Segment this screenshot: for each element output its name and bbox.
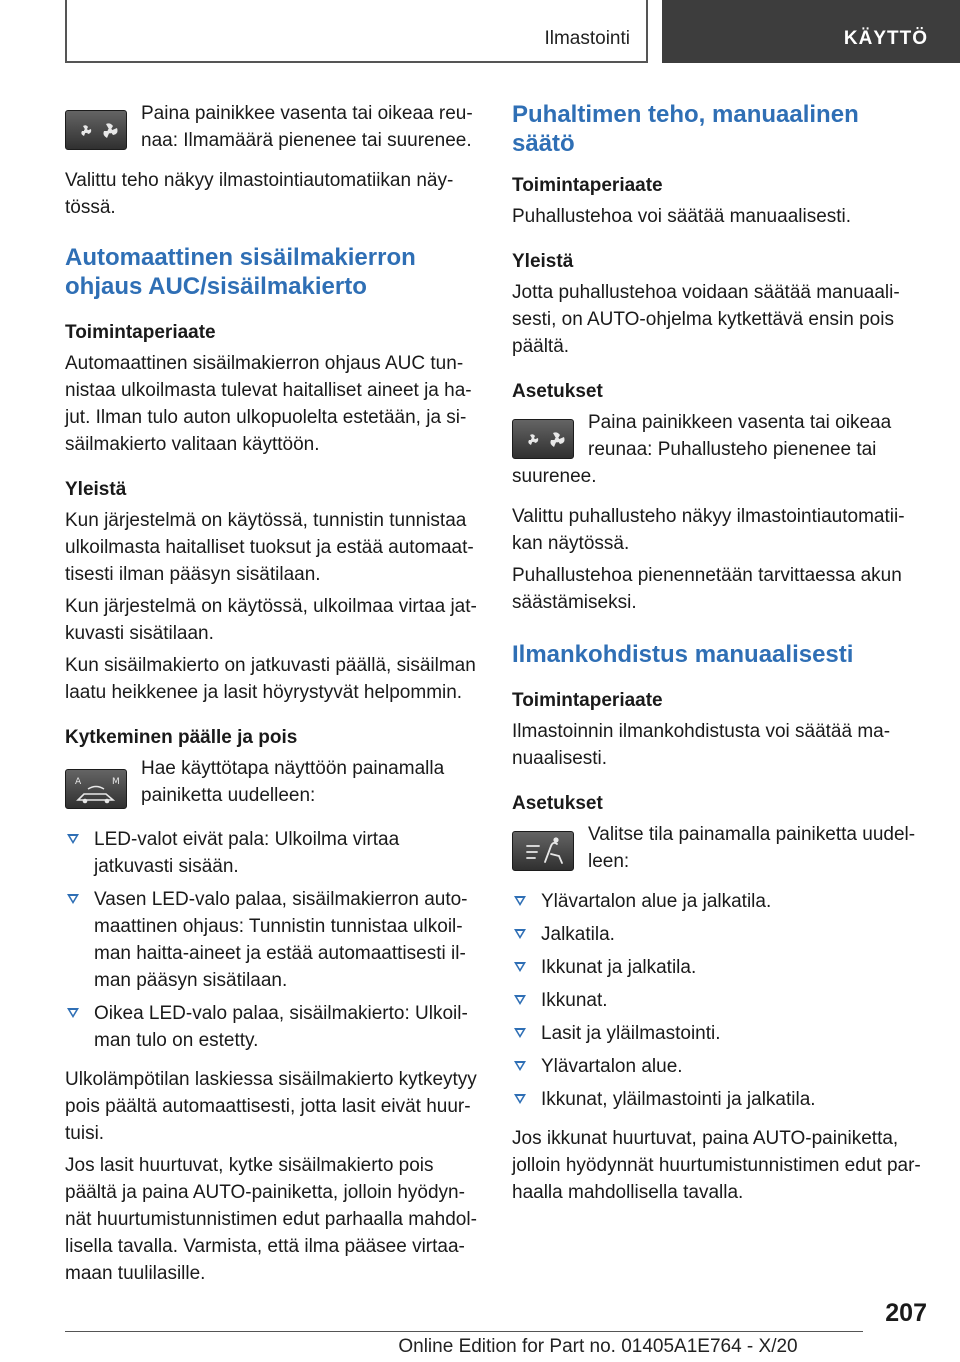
auc-general-p3: Kun sisäilmakierto on jatkuvasti päällä, sisäilman laatu heikkenee ja lasit höyrystyvät helpommin. [65,655,476,703]
auc-section-title: Automaattinen sisäilmakierron ohjaus AUC/sisäilmakierto [65,244,416,300]
recirculation-button-icon [65,769,127,809]
list-item-text: LED-valot eivät pala: Ulkoilma virtaa jatkuvasti sisään. [94,829,400,877]
fan-settings-heading: Asetukset [512,381,603,402]
list-triangle-icon [514,1028,526,1038]
list-item-text: Jalkatila. [541,924,615,945]
list-triangle-icon [514,995,526,1005]
list-triangle-icon [514,1094,526,1104]
list-item [65,886,481,994]
auc-switch-paragraph [65,755,481,813]
air-principle-text: Ilmastoinnin ilmankohdistusta voi säätää manuaalisesti. [512,721,891,769]
list-item [512,1053,928,1080]
air-principle-heading: Toimintaperiaate [512,690,663,711]
auc-general-p2: Kun järjestelmä on käytössä, ulkoilmaa virtaa jatkuvasti sisätilaan. [65,596,477,644]
fan-intro-note: Valittu teho näkyy ilmastointiautomatiikan näytössä. [65,170,454,218]
list-item [512,1020,928,1047]
list-item [512,954,928,981]
air-settings-text: Valitse tila painamalla painiketta uudelleen: [588,824,916,872]
list-item-text: Vasen LED-valo palaa, sisäilmakierron automaattinen ohjaus: Tunnistin tunnistaa ulkoilman haitta-aineet ja estää automaattisesti ilman pääsyn sisätilaan. [94,889,468,991]
list-item [65,1000,481,1054]
air-distribution-button-icon [512,831,574,871]
auc-switch-heading: Kytkeminen päälle ja pois [65,727,298,748]
list-triangle-icon [67,834,79,844]
recirculation-label-m: M [112,777,120,787]
air-settings-heading: Asetukset [512,793,603,814]
auc-outro-p1: Ulkolämpötilan laskiessa sisäilmakierto kytkeytyy pois päältä automaattisesti, jotta lasit eivät huurtuisi. [65,1069,477,1144]
auc-principle-text: Automaattinen sisäilmakierron ohjaus AUC tunnistaa ulkoilmasta tulevat haitalliset aineet ja hajut. Ilman tulo auton ulkopuolelta estetään, ja sisäilmakierto valitaan käyttöön. [65,353,472,455]
list-item-text: Lasit ja yläilmastointi. [541,1023,721,1044]
list-item [512,987,928,1014]
list-triangle-icon [514,929,526,939]
auc-switch-text: Hae käyttötapa näyttöön painamalla painiketta uudelleen: [141,758,445,806]
fan-section-title: Puhaltimen teho, manuaalinen säätö [512,101,859,157]
fan-principle-heading: Toimintaperiaate [512,175,663,196]
footer-edition: Online Edition for Part no. 01405A1E764 - X/20 [398,1336,798,1357]
list-item [512,1086,928,1113]
fan-principle-text: Puhallustehoa voi säätää manuaalisesti. [512,206,852,227]
fan-note-1: Valittu puhallusteho näkyy ilmastointiautomatiikan näytössä. [512,506,905,554]
auc-general-p1: Kun järjestelmä on käytössä, tunnistin tunnistaa ulkoilmasta haitalliset tuoksut ja estää automaattisesti ilman pääsyn sisätilaan. [65,510,474,585]
fan-button-icon [512,419,574,459]
header-section-title: Ilmastointi [544,28,630,49]
fan-intro-paragraph [65,100,481,154]
auc-principle-heading: Toimintaperiaate [65,322,216,343]
footer-divider [65,1331,863,1332]
fan-general-heading: Yleistä [512,251,574,272]
list-item-text: Ikkunat, yläilmastointi ja jalkatila. [541,1089,816,1110]
auc-outro-p2: Jos lasit huurtuvat, kytke sisäilmakierto pois päältä ja paina AUTO-painiketta, jolloin hyödynnät huurtumistunnistimen edut parhaalla mahdollisella tavalla. Varmista, että ilma pääsee virtaamaan tuulilasille. [65,1155,477,1284]
recirculation-mode-list [65,826,481,1054]
air-outro: Jos ikkunat huurtuvat, paina AUTO-painiketta, jolloin hyödynnät huurtumistunnistimen edut parhaalla mahdollisella tavalla. [512,1128,921,1203]
list-item-text: Oikea LED-valo palaa, sisäilmakierto: Ulkoilman tulo on estetty. [94,1003,468,1051]
list-item-text: Ylävartalon alue ja jalkatila. [541,891,772,912]
list-item-text: Ylävartalon alue. [541,1056,683,1077]
recirculation-label-a: A [75,777,82,787]
list-item [65,826,481,880]
list-item-text: Ikkunat ja jalkatila. [541,957,697,978]
page-number: 207 [885,1299,927,1327]
list-triangle-icon [67,894,79,904]
fan-general-text: Jotta puhallustehoa voidaan säätää manuaalisesti, on AUTO-ohjelma kytkettävä ensin pois päältä. [512,282,900,357]
fan-intro-text: Paina painikkee vasenta tai oikeaa reunaa: Ilmamäärä pienenee tai suurenee. [141,103,473,151]
header-chapter-tab: KÄYTTÖ [662,0,960,63]
list-item [512,888,928,915]
fan-note-2: Puhallustehoa pienennetään tarvittaessa akun säästämiseksi. [512,565,902,613]
list-triangle-icon [514,1061,526,1071]
right-column [512,100,928,1219]
air-section-title: Ilmankohdistus manuaalisesti [512,641,854,668]
air-settings-paragraph [512,821,928,875]
fan-settings-text: Paina painikkeen vasenta tai oikeaa reunaa: Puhallusteho pienenee tai suurenee. [512,412,892,487]
auc-general-heading: Yleistä [65,479,127,500]
fan-button-icon [65,110,127,150]
list-item [512,921,928,948]
list-item-text: Ikkunat. [541,990,608,1011]
list-triangle-icon [67,1008,79,1018]
list-triangle-icon [514,962,526,972]
air-mode-list [512,888,928,1113]
list-triangle-icon [514,896,526,906]
fan-settings-paragraph [512,409,928,490]
left-column [65,100,481,1300]
